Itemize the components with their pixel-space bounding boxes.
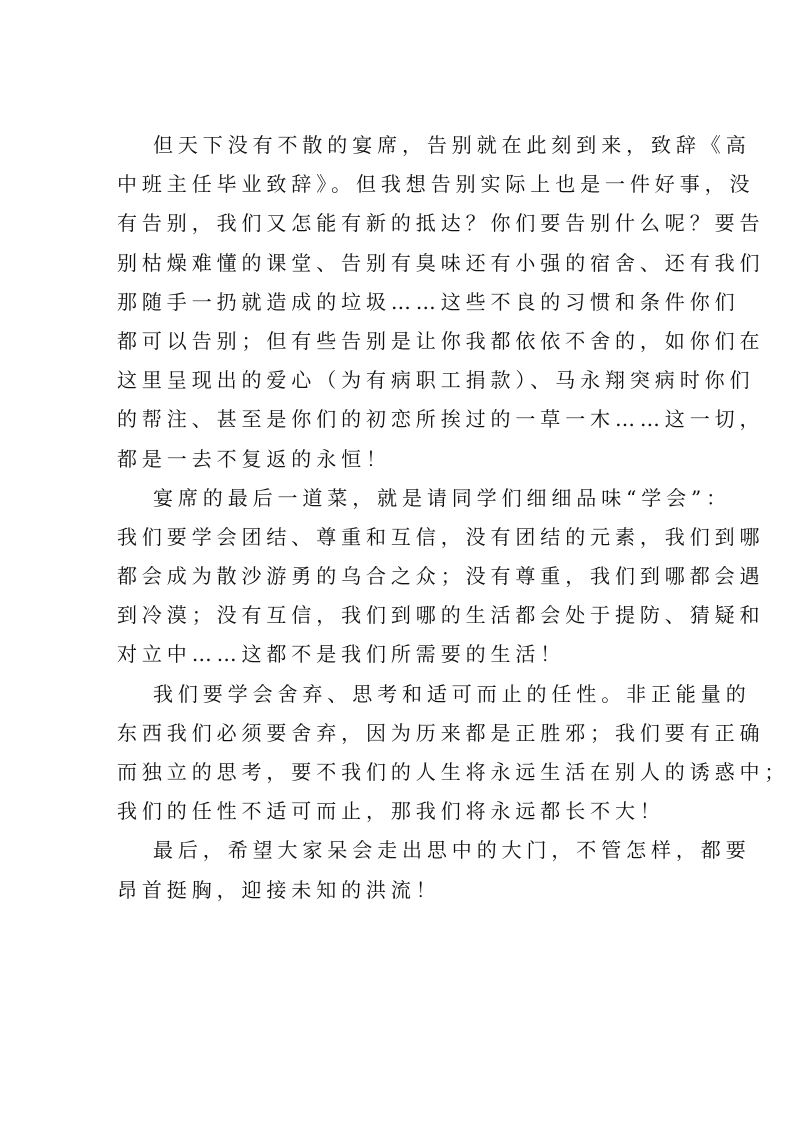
text-line: 而独立的思考，要不我们的人生将永远生活在别人的诱惑中； [117, 760, 790, 784]
paragraph-learn-letting-go [117, 675, 790, 832]
text-line: 都可以告别；但有些告别是让你我都依依不舍的，如你们在 [117, 328, 765, 353]
paragraph-learn-unity [117, 479, 765, 675]
text-line: 东西我们必须要舍弃，因为历来都是正胜邪；我们要有正确 [117, 720, 765, 745]
text-line: 这里呈现出的爱心（为有病职工捐款）、马永翔突病时你们 [117, 368, 755, 393]
document-body [117, 126, 790, 910]
text-line: 的帮注、甚至是你们的初恋所挨过的一草一木……这一切， [117, 407, 765, 432]
paragraph-closing [117, 831, 751, 909]
text-line: 但天下没有不散的宴席，告别就在此刻到来，致辞《高 [153, 133, 751, 157]
paragraph-farewell [117, 126, 765, 479]
text-line: 有告别，我们又怎能有新的抵达？你们要告别什么呢？要告 [117, 211, 765, 236]
text-line: 昂首挺胸，迎接未知的洪流！ [117, 877, 441, 902]
text-line: 都是一去不复返的永恒！ [117, 446, 391, 471]
text-line: 对立中……这都不是我们所需要的生活！ [117, 642, 566, 667]
text-line: 我们要学会舍弃、思考和适可而止的任性。非正能量的 [153, 681, 751, 706]
text-line: 中班主任毕业致辞》。但我想告别实际上也是一件好事，没 [117, 172, 755, 197]
text-line: 别枯燥难懂的课堂、告别有臭味还有小强的宿舍、还有我们 [117, 250, 765, 275]
text-line: 宴席的最后一道菜，就是请同学们细细品味“学会”： [153, 485, 732, 510]
text-line: 到冷漠；没有互信，我们到哪的生活都会处于提防、猜疑和 [117, 603, 765, 628]
text-line: 最后，希望大家呆会走出思中的大门，不管怎样，都要 [153, 838, 751, 863]
text-line: 那随手一扔就造成的垃圾……这些不良的习惯和条件你们 [117, 289, 740, 314]
text-line: 都会成为散沙游勇的乌合之众；没有尊重，我们到哪都会遇 [117, 564, 765, 589]
text-line: 我们要学会团结、尊重和互信，没有团结的元素，我们到哪 [117, 524, 765, 549]
text-line: 我们的任性不适可而止，那我们将永远都长不大！ [117, 799, 665, 824]
